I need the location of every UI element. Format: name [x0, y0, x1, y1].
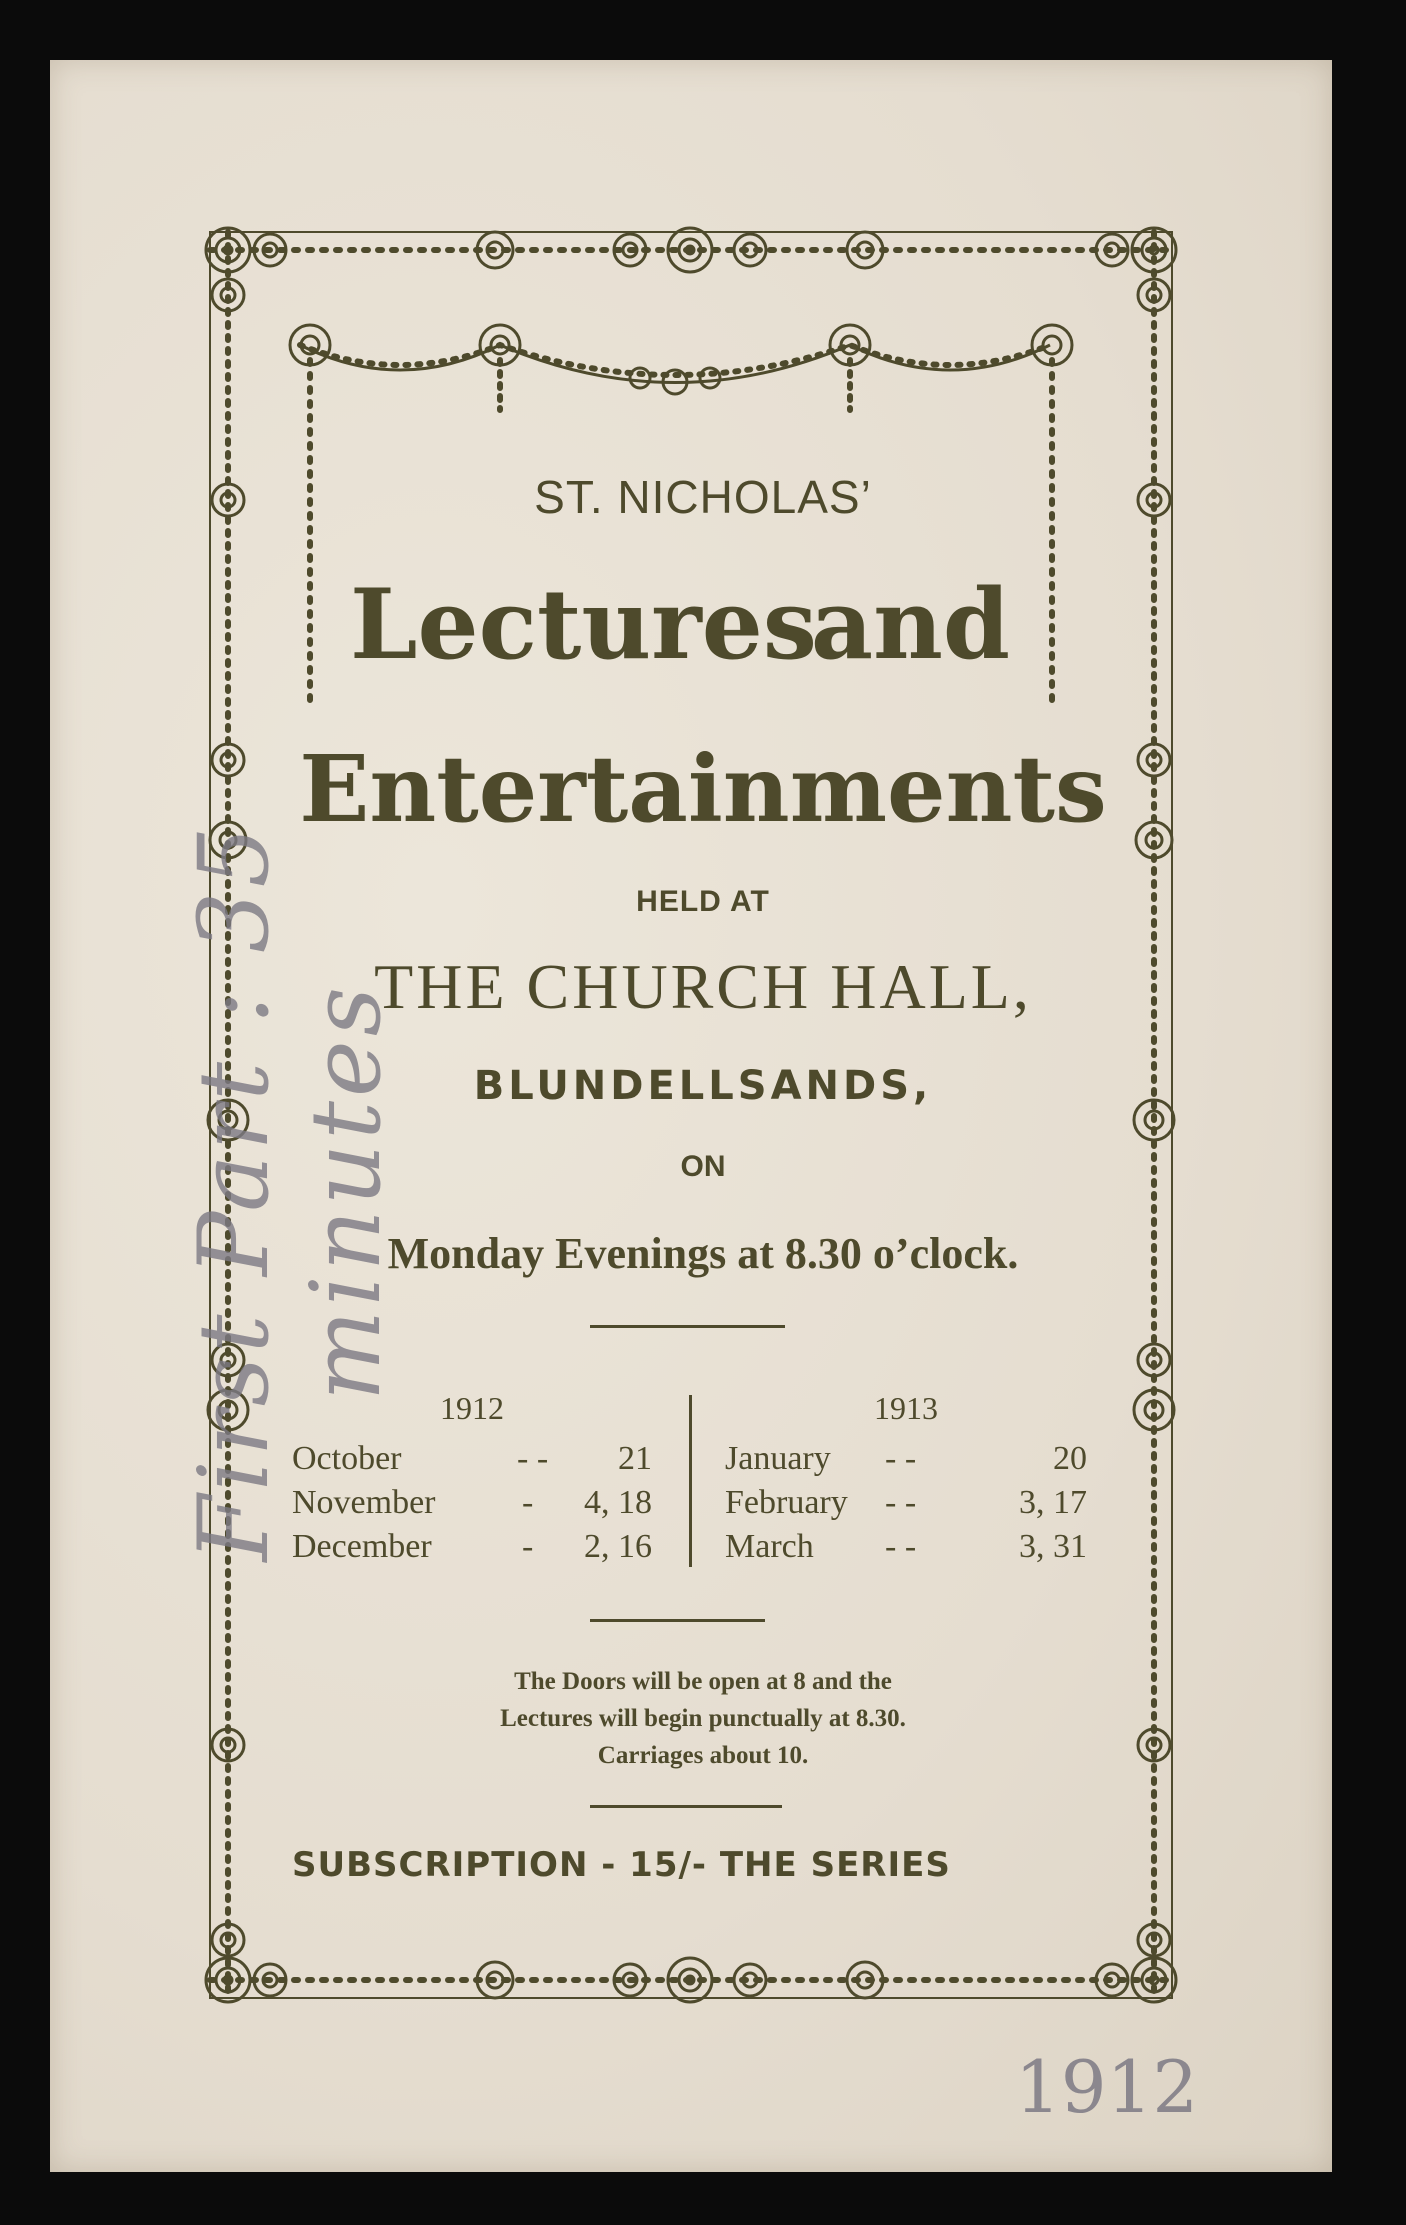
schedule-1913	[725, 1390, 1087, 1570]
dash: - -	[885, 1484, 917, 1521]
dash: -	[522, 1484, 534, 1521]
title-line-1	[350, 570, 1010, 680]
divider-rule	[590, 1619, 765, 1622]
held-at-label: HELD AT	[636, 885, 770, 918]
month: January	[725, 1440, 831, 1477]
schedule-year: 1913	[874, 1390, 938, 1426]
program-heading: ST. NICHOLAS’	[534, 471, 872, 523]
dates: 3, 17	[1019, 1484, 1087, 1521]
month: March	[725, 1528, 814, 1565]
dates: 20	[1053, 1440, 1087, 1477]
month: February	[725, 1484, 848, 1521]
schedule-row	[725, 1528, 1087, 1572]
note-line: The Doors will be open at 8 and the	[514, 1668, 892, 1695]
dash: - -	[885, 1528, 917, 1565]
month: October	[292, 1440, 402, 1477]
handwritten-year: 1912	[1015, 2045, 1199, 2129]
dates: 2, 16	[584, 1528, 652, 1565]
handwritten-margin-note: First Part : 35 minutes	[178, 822, 402, 1562]
note-line: Lectures will begin punctually at 8.30.	[500, 1705, 906, 1732]
divider-rule	[590, 1325, 785, 1328]
dash: - -	[885, 1440, 917, 1477]
dates: 21	[618, 1440, 652, 1477]
dates: 4, 18	[584, 1484, 652, 1521]
divider-rule	[590, 1805, 782, 1808]
month: November	[292, 1484, 436, 1521]
month: December	[292, 1528, 432, 1565]
subscription-line: SUBSCRIPTION - 15/- THE SERIES	[292, 1845, 951, 1885]
dash: - -	[517, 1440, 549, 1477]
schedule-divider	[689, 1395, 692, 1567]
dates: 3, 31	[1019, 1528, 1087, 1565]
event-time: Monday Evenings at 8.30 o’clock.	[387, 1229, 1019, 1278]
venue-name: THE CHURCH HALL,	[374, 951, 1032, 1022]
title-line-2: Entertainments	[299, 735, 1107, 843]
title-word-and: and	[810, 568, 1010, 681]
note-line: Carriages about 10.	[597, 1742, 809, 1769]
schedule-row	[725, 1440, 1087, 1484]
on-label: ON	[680, 1150, 726, 1183]
venue-place: BLUNDELLSANDS,	[473, 1063, 933, 1109]
schedule-year: 1912	[440, 1390, 504, 1426]
title-word-lectures: Lectures	[350, 568, 817, 681]
schedule-row	[725, 1484, 1087, 1528]
dash: -	[522, 1528, 534, 1565]
